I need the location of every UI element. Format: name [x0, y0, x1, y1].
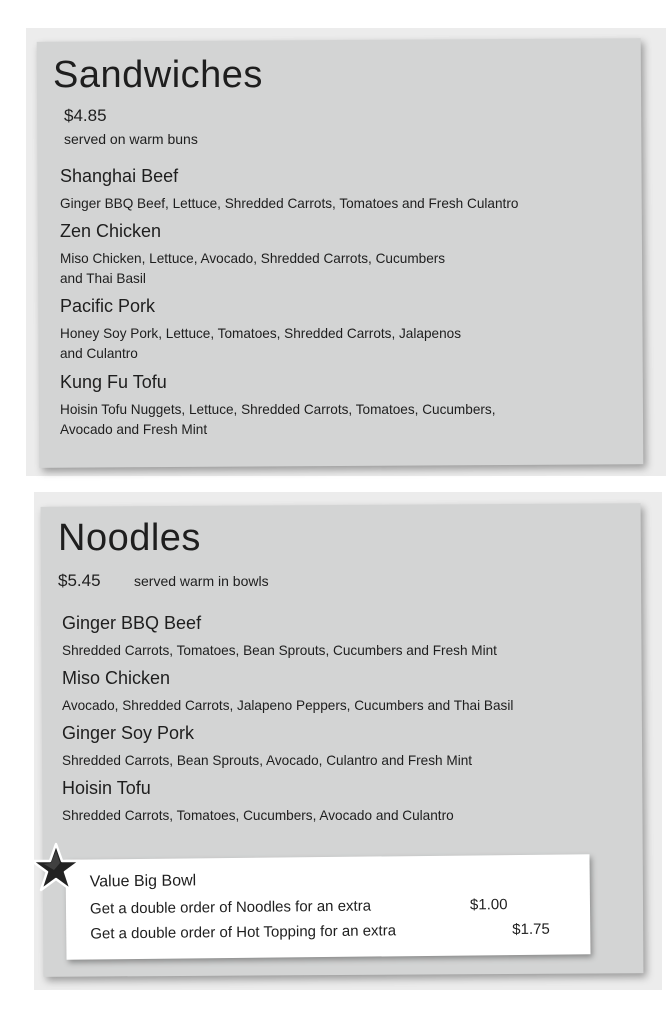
noodle-item-name: Hoisin Tofu [62, 778, 151, 798]
sandwiches-title: Sandwiches [53, 54, 263, 96]
sandwich-item-name: Pacific Pork [60, 296, 156, 316]
desc-line: Hoisin Tofu Nuggets, Lettuce, Shredded Carrots, Tomatoes, Cucumbers, [60, 402, 496, 417]
value-row-price: $1.75 [512, 920, 550, 939]
noodles-title: Noodles [58, 517, 201, 559]
noodle-item-desc: Shredded Carrots, Tomatoes, Cucumbers, Avocado and Culantro [62, 808, 454, 823]
noodle-item-name: Miso Chicken [62, 668, 171, 688]
value-row-label: Get a double order of Hot Topping for an extra [90, 922, 397, 943]
sandwich-item-desc [60, 324, 620, 364]
value-big-bowl-title: Value Big Bowl [89, 872, 197, 891]
noodle-item-name: Ginger BBQ Beef [62, 613, 202, 633]
sandwich-item-desc [60, 249, 620, 289]
noodle-item-name: Ginger Soy Pork [62, 723, 195, 743]
desc-line: Honey Soy Pork, Lettuce, Tomatoes, Shredded Carrots, Jalapenos [60, 326, 461, 341]
noodle-item-desc: Shredded Carrots, Tomatoes, Bean Sprouts, Cucumbers and Fresh Mint [62, 643, 497, 658]
sandwiches-price: $4.85 [64, 106, 107, 125]
noodle-item-desc: Shredded Carrots, Bean Sprouts, Avocado, Culantro and Fresh Mint [62, 753, 473, 768]
noodle-item-desc: Avocado, Shredded Carrots, Jalapeno Peppers, Cucumbers and Thai Basil [62, 698, 514, 713]
sandwich-item-name: Zen Chicken [60, 221, 162, 241]
value-row-price: $1.00 [469, 896, 508, 914]
sandwich-item-desc [60, 400, 620, 440]
sandwiches-note: served on warm buns [64, 131, 198, 147]
sandwich-item-name: Shanghai Beef [60, 166, 179, 186]
sandwich-item-name: Kung Fu Tofu [60, 372, 167, 392]
desc-line: and Culantro [60, 346, 138, 361]
value-row-label: Get a double order of Noodles for an extra [89, 897, 372, 918]
value-big-bowl-box [65, 854, 590, 959]
desc-line: Ginger BBQ Beef, Lettuce, Shredded Carrots, Tomatoes and Fresh Culantro [60, 196, 519, 211]
desc-line: and Thai Basil [60, 271, 146, 286]
sandwich-item-desc [60, 194, 620, 214]
star-icon [30, 842, 82, 894]
noodles-note: served warm in bowls [134, 573, 269, 589]
noodles-price: $5.45 [58, 571, 101, 590]
desc-line: Miso Chicken, Lettuce, Avocado, Shredded Carrots, Cucumbers [60, 251, 446, 266]
desc-line: Avocado and Fresh Mint [60, 422, 208, 437]
